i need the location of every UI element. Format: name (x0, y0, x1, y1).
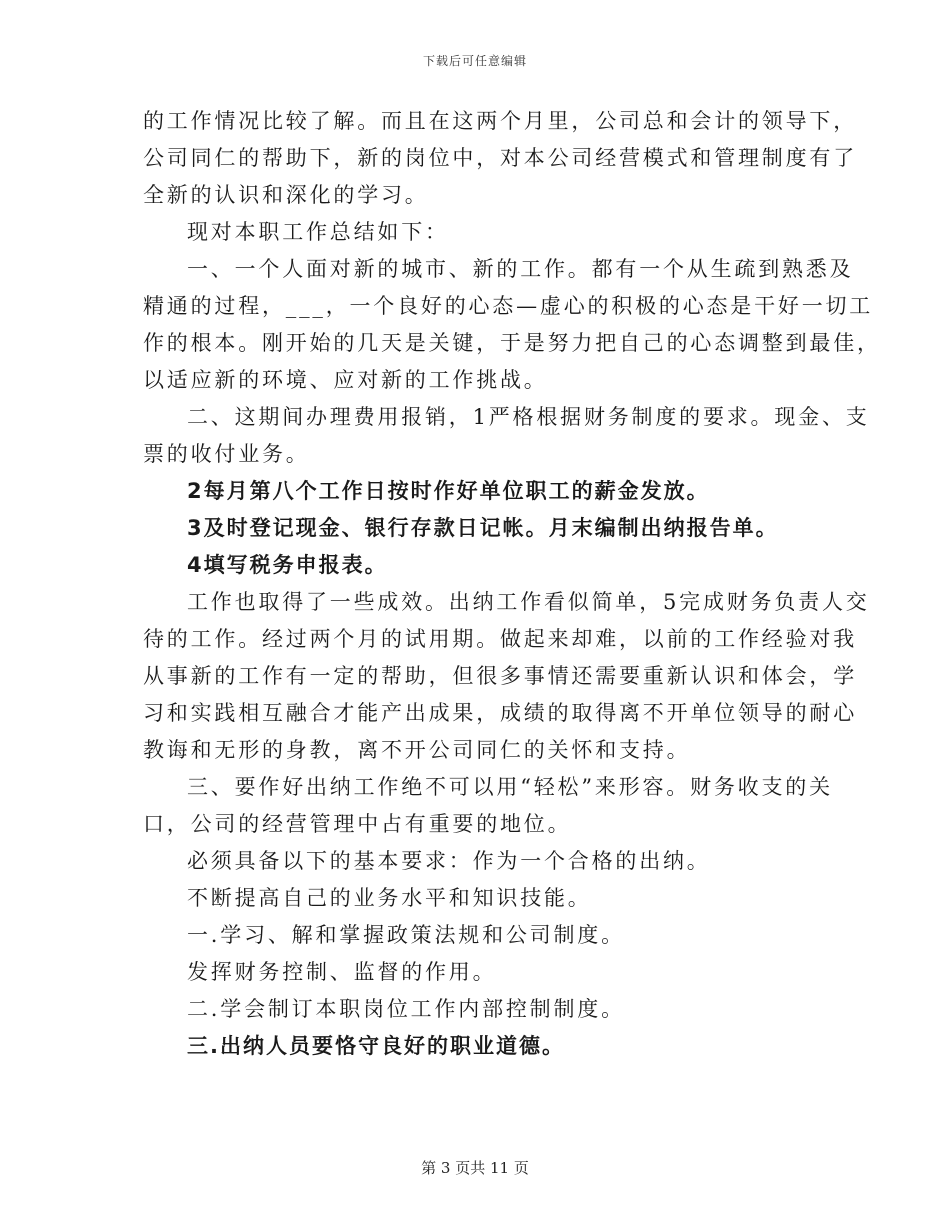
text-line: 工作也取得了一些成效。出纳工作看似简单，5完成财务负责人交 (187, 590, 870, 614)
text-line: 三、要作好出纳工作绝不可以用“轻松”来形容。财务收支的关 (187, 775, 833, 799)
text-line: 现对本职工作总结如下： (187, 220, 449, 244)
text-line: 一.学习、解和掌握政策法规和公司制度。 (187, 923, 625, 947)
text-line: 教诲和无形的身教，离不开公司同仁的关怀和支持。 (143, 738, 691, 762)
text-line: 作的根本。刚开始的几天是关键，于是努力把自己的心态调整到最佳， (143, 331, 881, 355)
text-line: 不断提高自己的业务水平和知识技能。 (187, 886, 592, 910)
text-line: 二.学会制订本职岗位工作内部控制制度。 (187, 997, 625, 1021)
text-line: 待的工作。经过两个月的试用期。做起来却难，以前的工作经验对我 (143, 627, 857, 651)
text-line: 一、一个人面对新的城市、新的工作。都有一个从生疏到熟悉及 (187, 257, 854, 281)
text-line: 习和实践相互融合才能产出成果，成绩的取得离不开单位领导的耐心 (143, 701, 857, 725)
text-line: 以适应新的环境、应对新的工作挑战。 (143, 368, 548, 392)
text-line: 的工作情况比较了解。而且在这两个月里，公司总和会计的领导下， (143, 109, 857, 133)
page-header: 下载后可任意编辑 (422, 54, 527, 68)
text-line: 发挥财务控制、监督的作用。 (187, 960, 497, 984)
text-line: 三.出纳人员要恪守良好的职业道德。 (187, 1034, 565, 1058)
text-line: 从事新的工作有一定的帮助，但很多事情还需要重新认识和体会，学 (143, 664, 857, 688)
text-line: 二、这期间办理费用报销，1严格根据财务制度的要求。现金、支 (187, 405, 870, 429)
text-line: 精通的过程，___，一个良好的心态—虚心的积极的心态是干好一切工 (143, 294, 874, 318)
document-body (143, 103, 881, 1065)
text-line: 3及时登记现金、银行存款日记帐。月末编制出纳报告单。 (187, 516, 779, 540)
text-line: 4填写税务申报表。 (187, 553, 388, 577)
text-line: 必须具备以下的基本要求：作为一个合格的出纳。 (187, 849, 711, 873)
text-line: 公司同仁的帮助下，新的岗位中，对本公司经营模式和管理制度有了 (143, 146, 857, 170)
text-line: 2每月第八个工作日按时作好单位职工的薪金发放。 (187, 479, 710, 503)
text-line: 票的收付业务。 (143, 442, 310, 466)
page-footer: 第 3 页共 11 页 (421, 1159, 529, 1177)
text-line: 全新的认识和深化的学习。 (143, 183, 429, 207)
text-line: 口，公司的经营管理中占有重要的地位。 (143, 812, 572, 836)
